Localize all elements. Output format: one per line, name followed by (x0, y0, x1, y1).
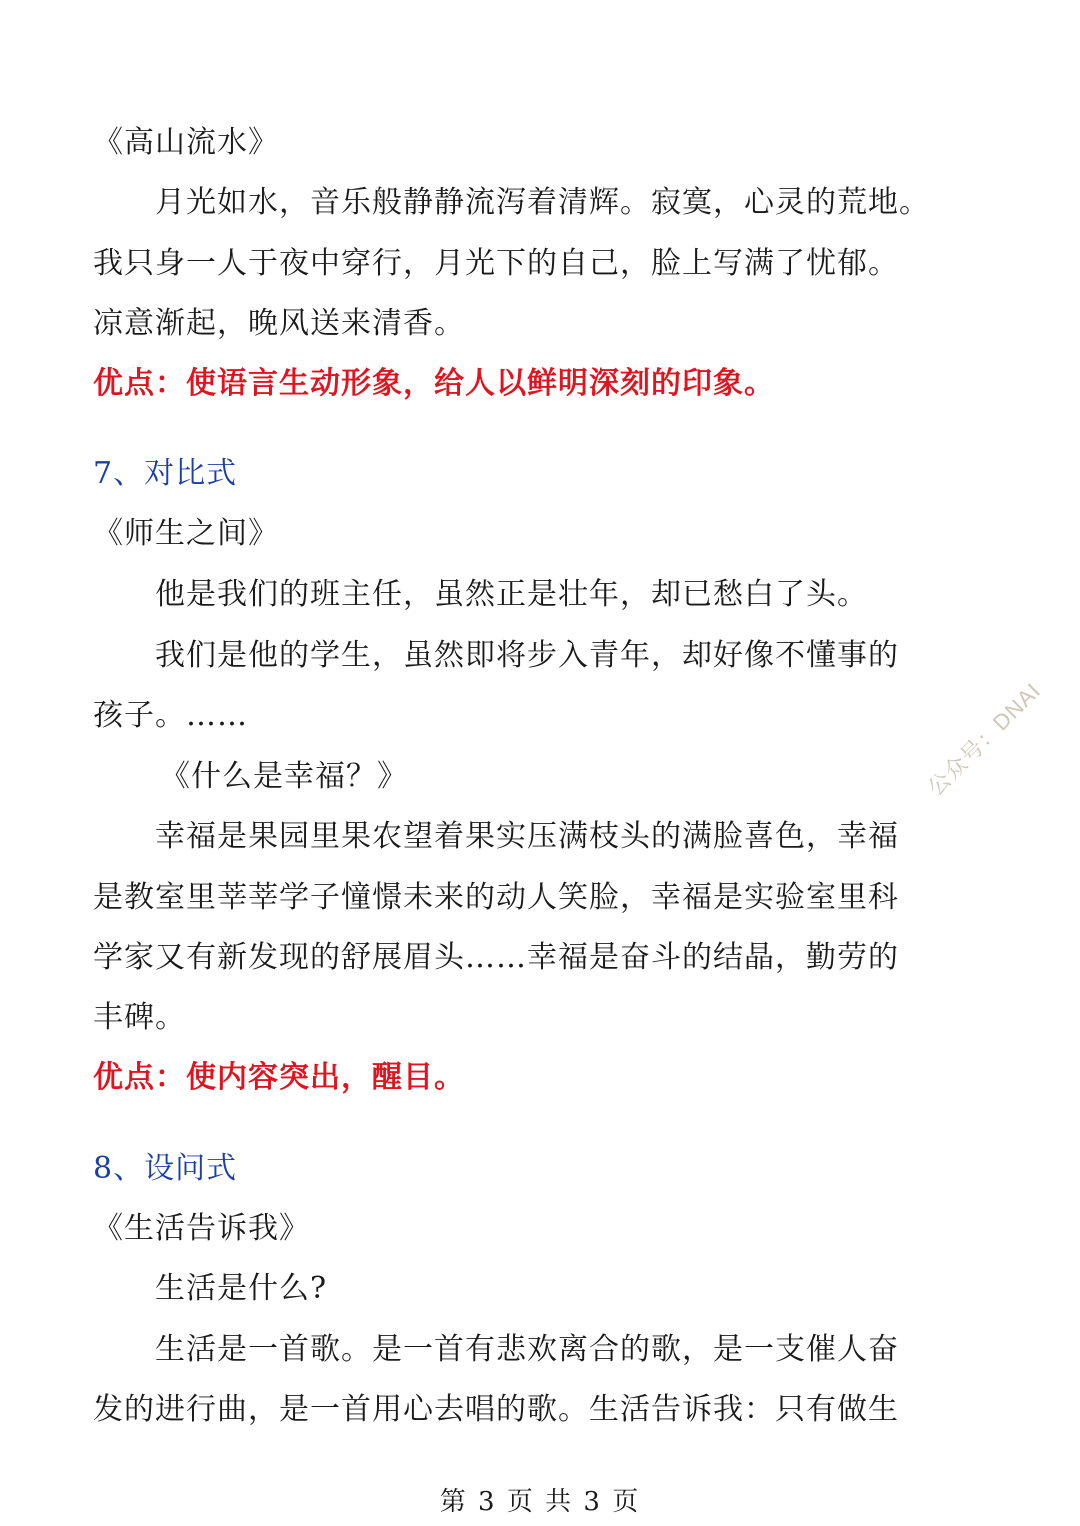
essay-title-shenghuo: 《生活告诉我》 (93, 1211, 310, 1246)
paragraph-line: 幸福是果园里果农望着果实压满枝头的满脸喜色，幸福 (155, 819, 899, 854)
paragraph-line: 生活是一首歌。是一首有悲欢离合的歌，是一支催人奋 (155, 1332, 899, 1367)
essay-title-shisheng: 《师生之间》 (93, 516, 279, 551)
section-heading-7: 7、对比式 (93, 456, 238, 491)
paragraph-line: 我们是他的学生，虽然即将步入青年，却好像不懂事的 (155, 638, 899, 673)
paragraph-line: 发的进行曲，是一首用心去唱的歌。生活告诉我：只有做生 (93, 1392, 899, 1427)
paragraph-line: 学家又有新发现的舒展眉头……幸福是奋斗的结晶，勤劳的 (93, 940, 899, 975)
watermark-text: 公众号：DNAI (922, 677, 1046, 801)
paragraph-line: 他是我们的班主任，虽然正是壮年，却已愁白了头。 (155, 577, 868, 612)
paragraph-line: 生活是什么? (155, 1271, 328, 1306)
section-heading-8: 8、设问式 (93, 1151, 238, 1186)
paragraph-line: 我只身一人于夜中穿行，月光下的自己，脸上写满了忧郁。 (93, 246, 899, 281)
paragraph-line: 凉意渐起，晚风送来清香。 (93, 306, 465, 341)
paragraph-line: 是教室里莘莘学子憧憬未来的动人笑脸，幸福是实验室里科 (93, 880, 899, 915)
essay-title-xingfu: 《什么是幸福？》 (160, 759, 408, 794)
essay-title-gaoshan: 《高山流水》 (93, 125, 279, 160)
merit-note: 优点：使内容突出，醒目。 (93, 1060, 465, 1095)
paragraph-line: 丰碑。 (93, 1000, 186, 1035)
page-number-footer: 第 3 页 共 3 页 (439, 1487, 641, 1517)
paragraph-line: 月光如水，音乐般静静流泻着清辉。寂寞，心灵的荒地。 (155, 185, 930, 220)
merit-note: 优点：使语言生动形象，给人以鲜明深刻的印象。 (93, 366, 775, 401)
paragraph-line: 孩子。…… (93, 698, 248, 733)
